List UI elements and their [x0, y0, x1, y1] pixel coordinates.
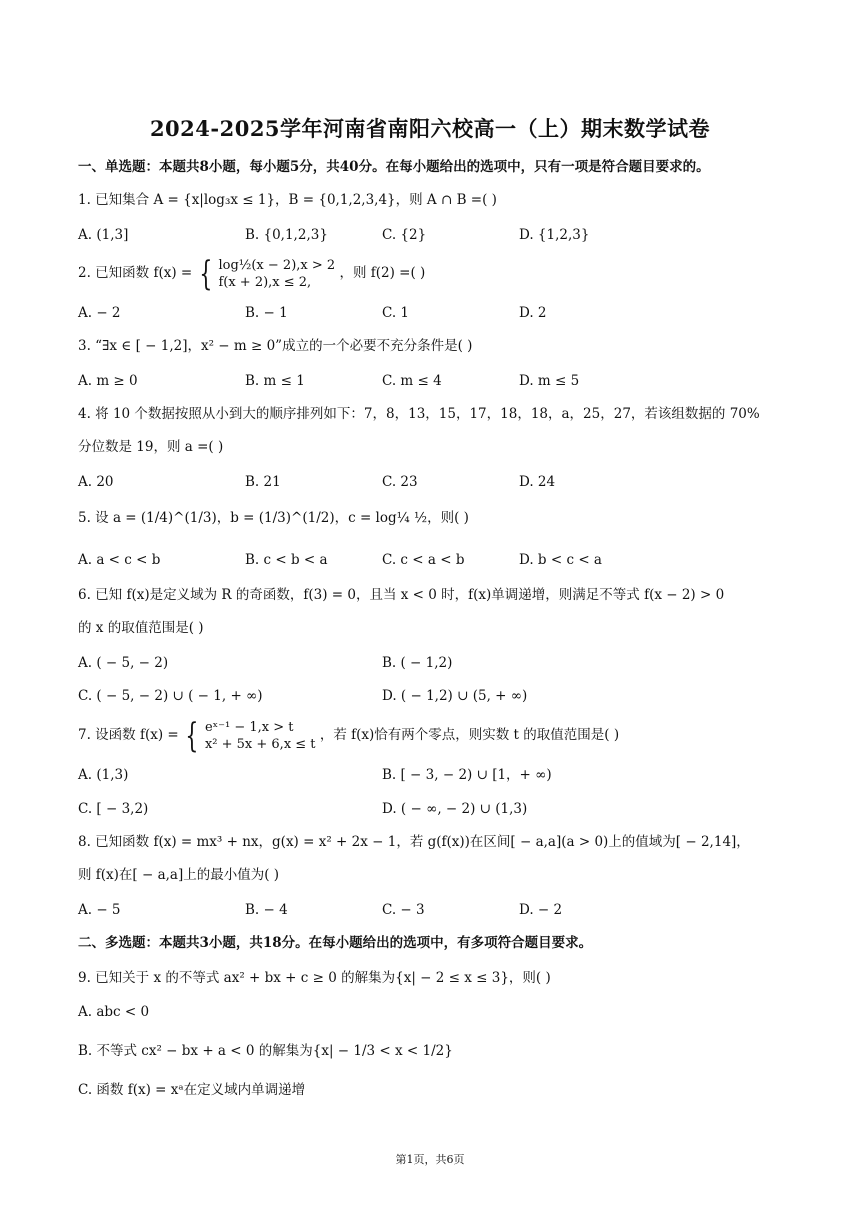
- q7-piecewise: [205, 719, 316, 753]
- section-2-heading: 二、多选题：本题共3小题，共18分。在每小题给出的选项中，有多项符合题目要求。: [78, 935, 593, 951]
- q1-option-b: B. {0,1,2,3}: [245, 227, 328, 243]
- q8-option-a: A. − 5: [78, 902, 121, 918]
- q7-option-c: C. [ − 3,2): [78, 801, 149, 817]
- q8-option-b: B. − 4: [245, 902, 288, 918]
- question-4-line-1: 4. 将 10 个数据按照从小到大的顺序排列如下：7，8，13，15，17，18，18，a，25，27，若该组数据的 70%: [78, 406, 760, 422]
- q7-prefix: 7. 设函数 f(x) =: [78, 727, 179, 743]
- question-8-line-1: 8. 已知函数 f(x) = mx³ + nx，g(x) = x² + 2x − 1，若 g(f(x))在区间[ − a,a](a > 0)上的值域为[ − 2,14]，: [78, 834, 750, 850]
- q5-option-a: A. a < c < b: [78, 552, 161, 568]
- q3-option-d: D. m ≤ 5: [519, 373, 580, 389]
- q6-option-d: D. ( − 1,2) ∪ (5, + ∞): [382, 688, 528, 704]
- section-1-heading: 一、单选题：本题共8小题，每小题5分，共40分。在每小题给出的选项中，只有一项是符合题目要求的。: [78, 159, 710, 175]
- q4-option-b: B. 21: [245, 474, 281, 490]
- q2-suffix: ，则 f(2) =( ): [339, 265, 426, 281]
- brace-icon: {: [198, 253, 212, 294]
- q5-option-b: B. c < b < a: [245, 552, 328, 568]
- q2-option-a: A. − 2: [78, 305, 121, 321]
- question-7: [78, 715, 620, 756]
- question-3: 3. “∃x ∈ [ − 1,2]，x² − m ≥ 0”成立的一个必要不充分条件是( ): [78, 338, 473, 354]
- q7-suffix: ，若 f(x)恰有两个零点，则实数 t 的取值范围是( ): [319, 727, 620, 743]
- q2-option-d: D. 2: [519, 305, 547, 321]
- q7-case-2: x² + 5x + 6,x ≤ t: [204, 736, 316, 752]
- q7-option-b: B. [ − 3, − 2) ∪ [1，+ ∞): [382, 767, 552, 783]
- q7-option-a: A. (1,3): [78, 767, 129, 783]
- q2-piecewise: [218, 257, 335, 291]
- question-5: 5. 设 a = (1/4)^(1/3)，b = (1/3)^(1/2)，c = log¼ ½，则( ): [78, 510, 469, 526]
- q2-case-2: f(x + 2),x ≤ 2,: [218, 274, 312, 290]
- q8-option-c: C. − 3: [382, 902, 425, 918]
- brace-icon: {: [185, 715, 199, 756]
- question-1: 1. 已知集合 A = {x|log₃x ≤ 1}，B = {0,1,2,3,4}，则 A ∩ B =( ): [78, 192, 497, 208]
- question-9: 9. 已知关于 x 的不等式 ax² + bx + c ≥ 0 的解集为{x| − 2 ≤ x ≤ 3}，则( ): [78, 970, 551, 986]
- q4-option-a: A. 20: [78, 474, 114, 490]
- question-6-line-2: 的 x 的取值范围是( ): [78, 620, 204, 636]
- q2-prefix: 2. 已知函数 f(x) =: [78, 265, 193, 281]
- question-4-line-2: 分位数是 19，则 a =( ): [78, 439, 224, 455]
- q6-option-a: A. ( − 5, − 2): [78, 655, 169, 671]
- q1-option-d: D. {1,2,3}: [519, 227, 590, 243]
- q2-option-c: C. 1: [382, 305, 410, 321]
- page-footer: 第1页，共6页: [395, 1153, 465, 1166]
- q8-option-d: D. − 2: [519, 902, 563, 918]
- q2-option-b: B. − 1: [245, 305, 288, 321]
- q9-option-c: C. 函数 f(x) = xᵃ在定义域内单调递增: [78, 1082, 306, 1098]
- q5-option-d: D. b < c < a: [519, 552, 602, 568]
- q3-option-b: B. m ≤ 1: [245, 373, 305, 389]
- q7-case-1: eˣ⁻¹ − 1,x > t: [204, 719, 294, 735]
- q5-option-c: C. c < a < b: [382, 552, 465, 568]
- question-2: [78, 253, 426, 294]
- question-8-line-2: 则 f(x)在[ − a,a]上的最小值为( ): [78, 867, 280, 883]
- q4-option-d: D. 24: [519, 474, 556, 490]
- q6-option-c: C. ( − 5, − 2) ∪ ( − 1, + ∞): [78, 688, 263, 704]
- q4-option-c: C. 23: [382, 474, 418, 490]
- q1-option-c: C. {2}: [382, 227, 427, 243]
- q9-option-a: A. abc < 0: [78, 1004, 150, 1020]
- q7-option-d: D. ( − ∞, − 2) ∪ (1,3): [382, 801, 528, 817]
- q1-option-a: A. (1,3]: [78, 227, 129, 243]
- q6-option-b: B. ( − 1,2): [382, 655, 453, 671]
- q2-case-1: log½(x − 2),x > 2: [218, 257, 336, 273]
- q3-option-a: A. m ≥ 0: [78, 373, 138, 389]
- question-6-line-1: 6. 已知 f(x)是定义域为 R 的奇函数，f(3) = 0，且当 x < 0 时，f(x)单调递增，则满足不等式 f(x − 2) > 0: [78, 587, 725, 603]
- q3-option-c: C. m ≤ 4: [382, 373, 442, 389]
- page-title: 2024-2025学年河南省南阳六校高一（上）期末数学试卷: [149, 116, 711, 141]
- q9-option-b: B. 不等式 cx² − bx + a < 0 的解集为{x| − 1/3 < x < 1/2}: [78, 1043, 453, 1059]
